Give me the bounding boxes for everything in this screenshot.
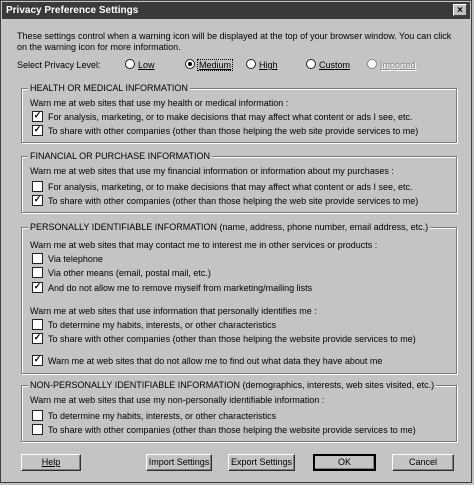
financial-group (21, 151, 457, 213)
financial-checkbox-analysis[interactable] (32, 181, 413, 192)
checkbox[interactable] (32, 333, 43, 344)
checkbox[interactable] (32, 253, 43, 264)
radio-circle (367, 59, 377, 69)
radio-circle[interactable] (125, 59, 135, 69)
title-bar (2, 2, 470, 19)
checkbox-label: To share with other companies (other than those helping the web site provide services to me) (48, 196, 419, 206)
financial-checkbox-share[interactable] (32, 195, 418, 206)
health-checkbox-share[interactable] (32, 125, 418, 136)
radio-custom[interactable] (306, 59, 350, 70)
checkbox-label: For analysis, marketing, or to make decisions that may affect what content or ads I see, etc. (48, 112, 413, 122)
export-button-label: Export Settings (230, 457, 293, 467)
radio-low[interactable] (125, 59, 155, 70)
nonpersonal-legend: NON-PERSONALLY IDENTIFIABLE INFORMATION (demographics, interests, web sites visited, etc.) (30, 380, 435, 390)
personal-checkbox-habits[interactable] (32, 319, 276, 330)
radio-medium-label: Medium (199, 60, 232, 70)
radio-high-label: High (259, 60, 278, 70)
import-button-label: Import Settings (148, 457, 210, 467)
personal-identify-prompt: Warn me at web sites that use information that personally identifies me : (30, 306, 317, 316)
checkbox-label: Warn me at web sites that do not allow me to find out what data they have about me (48, 356, 383, 366)
checkbox-label: To determine my habits, interests, or other characteristics (48, 320, 277, 330)
checkbox-label: To share with other companies (other than those helping the web site provide services to me) (48, 126, 419, 136)
financial-legend: FINANCIAL OR PURCHASE INFORMATION (30, 151, 211, 161)
nonpersonal-checkbox-habits[interactable] (32, 410, 276, 421)
checkbox-label: Via other means (email, postal mail, etc.) (48, 268, 211, 278)
personal-checkbox-other-means[interactable] (32, 267, 211, 278)
checkbox[interactable] (32, 319, 43, 330)
radio-circle[interactable] (185, 59, 195, 69)
checkbox-label: For analysis, marketing, or to make decisions that may affect what content or ads I see, etc. (48, 182, 413, 192)
checkbox-label: And do not allow me to remove myself from marketing/mailing lists (48, 283, 313, 293)
nonpersonal-group (21, 380, 457, 442)
financial-prompt: Warn me at web sites that use my financial information or information about my purchases : (30, 166, 394, 176)
ok-button[interactable] (313, 454, 376, 471)
personal-contact-prompt: Warn me at web sites that may contact me to interest me in other services or products : (30, 240, 378, 250)
health-legend: HEALTH OR MEDICAL INFORMATION (30, 83, 188, 93)
radio-circle[interactable] (306, 59, 316, 69)
radio-imported (367, 59, 416, 70)
personal-checkbox-share[interactable] (32, 333, 416, 344)
nonpersonal-checkbox-share[interactable] (32, 424, 416, 435)
checkbox-label: To determine my habits, interests, or other characteristics (48, 411, 277, 421)
help-button-label: Help (41, 457, 61, 467)
checkbox-label: To share with other companies (other than those helping the website provide services to me) (48, 334, 416, 344)
checkbox-label: To share with other companies (other than those helping the website provide services to me) (48, 425, 416, 435)
checkbox[interactable] (32, 125, 43, 136)
personal-checkbox-telephone[interactable] (32, 253, 103, 264)
checkbox[interactable] (32, 111, 43, 122)
radio-low-label: Low (138, 60, 155, 70)
radio-high[interactable] (246, 59, 278, 70)
personal-legend: PERSONALLY IDENTIFIABLE INFORMATION (name, address, phone number, email address, etc.) (30, 222, 429, 232)
nonpersonal-prompt: Warn me at web sites that use my non-personally identifiable information : (30, 395, 325, 405)
cancel-button[interactable] (392, 454, 454, 471)
radio-custom-label: Custom (319, 60, 351, 70)
radio-imported-label: Imported (380, 60, 416, 70)
radio-medium[interactable] (185, 59, 232, 70)
ok-button-label: OK (337, 457, 351, 467)
checkbox[interactable] (32, 355, 43, 366)
cancel-button-label: Cancel (408, 457, 437, 467)
checkbox[interactable] (32, 424, 43, 435)
checkbox[interactable] (32, 195, 43, 206)
intro-text: These settings control when a warning icon will be displayed at the top of your browser window. You can click on the warning icon for more information. (17, 31, 452, 52)
export-settings-button[interactable] (228, 454, 295, 471)
checkbox[interactable] (32, 282, 43, 293)
checkbox[interactable] (32, 410, 43, 421)
help-button[interactable] (21, 454, 81, 471)
checkbox[interactable] (32, 181, 43, 192)
radio-circle[interactable] (246, 59, 256, 69)
checkbox-label: Via telephone (48, 254, 103, 264)
health-prompt: Warn me at web sites that use my health or medical information : (30, 98, 289, 108)
personal-checkbox-no-removal[interactable] (32, 282, 312, 293)
window-title: Privacy Preference Settings (6, 5, 139, 16)
personal-group (21, 222, 457, 374)
privacy-level-label: Select Privacy Level: (17, 60, 101, 70)
checkbox[interactable] (32, 267, 43, 278)
health-checkbox-analysis[interactable] (32, 111, 413, 122)
close-icon[interactable]: × (453, 4, 467, 16)
import-settings-button[interactable] (146, 454, 212, 471)
health-group (21, 83, 457, 143)
personal-checkbox-data-access[interactable] (32, 355, 382, 366)
